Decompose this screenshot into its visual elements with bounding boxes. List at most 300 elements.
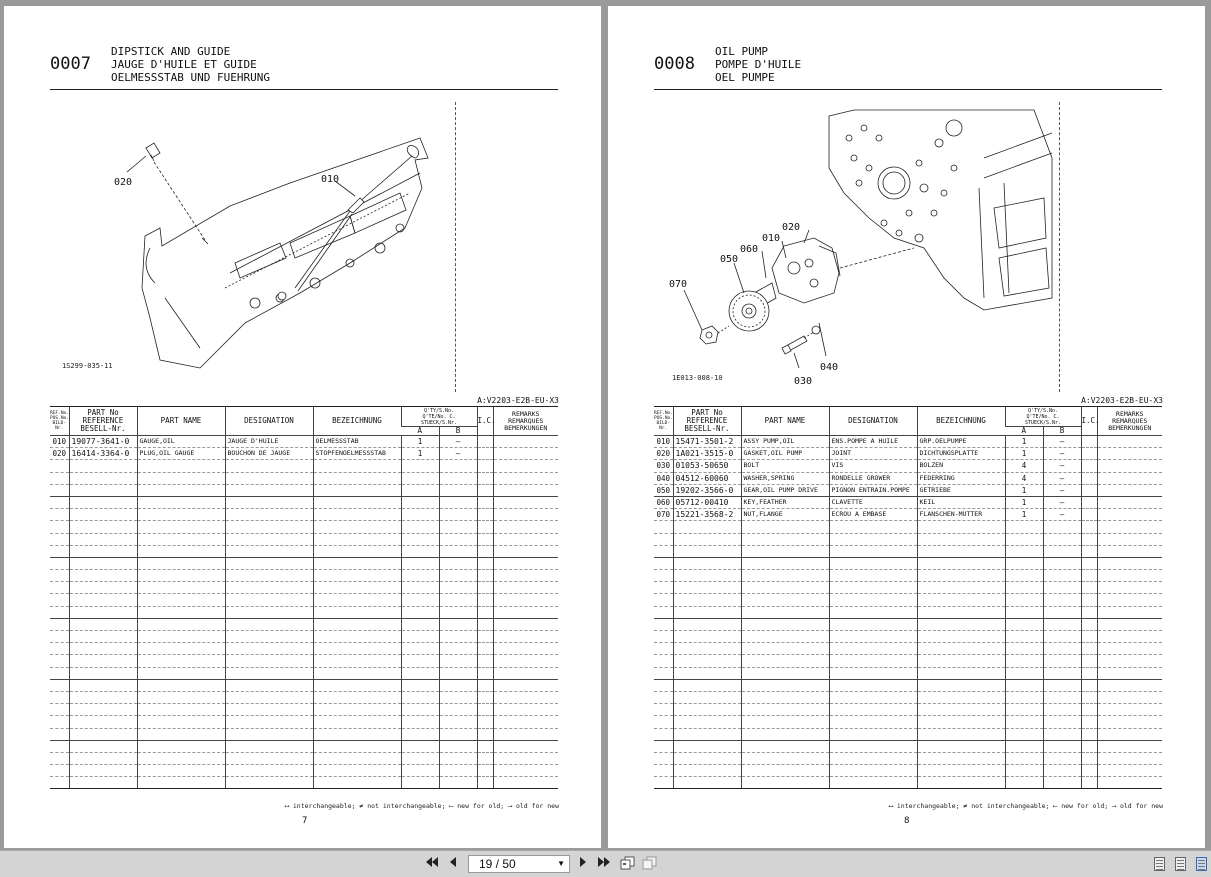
cell-name [741,765,829,777]
cell-qa [401,777,439,789]
cell-rem [493,545,558,557]
cell-ref [50,704,69,716]
cell-name [137,472,225,484]
cell-ic [477,618,493,630]
cell-ic [477,533,493,545]
cell-part [69,667,137,679]
first-page-icon[interactable] [424,856,440,872]
cell-bez [917,594,1005,606]
cell-part [69,594,137,606]
cell-name [741,740,829,752]
cell-desig [225,740,313,752]
cell-rem [1097,606,1162,618]
cell-rem [493,557,558,569]
col-qty-header [401,407,477,427]
cell-part [673,765,741,777]
cell-name: PLUG,OIL GAUGE [137,448,225,460]
cell-ic [477,728,493,740]
part-hdr-2: REFERENCE [686,416,728,425]
part-hdr-3: BESELL-Nr. [684,424,730,433]
cell-rem [493,472,558,484]
model-code: A:V2203-E2B-EU-X3 [477,396,559,405]
cell-qa: 1 [401,436,439,448]
cell-qb [1043,691,1081,703]
cell-ref [654,765,673,777]
cell-ref [50,570,69,582]
facing-page-icon[interactable] [1175,857,1186,871]
chevron-down-icon[interactable]: ▼ [557,859,565,868]
cell-desig: BOUCHON DE JAUGE [225,448,313,460]
cell-qa [1005,655,1043,667]
qty-hdr-2: Q'TE/No. C. [1026,413,1060,420]
cell-ref [50,594,69,606]
cell-ic [477,643,493,655]
cell-desig [225,618,313,630]
cell-rem [493,521,558,533]
cell-ic [1081,740,1097,752]
table-row [50,679,558,691]
table-row [654,777,1162,789]
cell-ref [50,765,69,777]
table-row [654,655,1162,667]
table-row [50,521,558,533]
col-desig-header: DESIGNATION [829,407,917,436]
cell-part [69,557,137,569]
callout-010: 010 [321,174,340,185]
cell-part [69,679,137,691]
cell-ic [477,582,493,594]
cell-qb [1043,570,1081,582]
cell-bez: OELMESSSTAB [313,436,401,448]
callout-070: 070 [669,279,688,290]
cell-qa [1005,740,1043,752]
cell-qa [401,460,439,472]
cell-qa [1005,521,1043,533]
cell-name [137,606,225,618]
cell-bez [313,582,401,594]
table-row [654,643,1162,655]
cell-bez [917,643,1005,655]
cell-ic [477,472,493,484]
cell-bez [313,740,401,752]
qty-hdr-3: STUECK/S.Nr. [420,419,458,426]
cell-rem [493,704,558,716]
cell-name [137,521,225,533]
cell-qb [1043,582,1081,594]
cell-bez: DICHTUNGSPLATTE [917,448,1005,460]
cell-bez [313,533,401,545]
cell-ref [654,728,673,740]
table-row [50,448,558,460]
table-row [654,740,1162,752]
cell-desig [829,545,917,557]
cell-qa: 1 [1005,436,1043,448]
cell-bez [917,728,1005,740]
cell-bez [313,777,401,789]
cell-rem [1097,643,1162,655]
cell-desig [225,472,313,484]
title-de: OELMESSSTAB UND FUEHRUNG [111,71,270,84]
cell-part: 19077-3641-0 [69,436,137,448]
cell-desig [225,716,313,728]
cell-part [69,472,137,484]
cell-qb [1043,631,1081,643]
table-row [50,472,558,484]
cell-qb [439,679,477,691]
table-row [50,496,558,508]
cell-qb [1043,716,1081,728]
cell-ic [1081,716,1097,728]
cell-qb [1043,728,1081,740]
table-row [654,679,1162,691]
table-row [50,509,558,521]
cell-ic [1081,643,1097,655]
cell-ref [654,582,673,594]
cell-qb [439,740,477,752]
cell-part [69,618,137,630]
cell-part [69,509,137,521]
cell-rem [493,716,558,728]
cell-part [69,545,137,557]
cell-bez [917,582,1005,594]
cell-qb: – [1043,436,1081,448]
cell-part [69,740,137,752]
cell-name: BOLT [741,460,829,472]
cell-name: ASSY PUMP,OIL [741,436,829,448]
cell-rem [493,752,558,764]
cell-qa [1005,643,1043,655]
cell-ic [477,704,493,716]
table-row [654,521,1162,533]
cell-ic [1081,557,1097,569]
divider [455,102,456,392]
cell-qa [401,570,439,582]
cell-qb [439,594,477,606]
cell-qa [1005,606,1043,618]
cell-desig [829,728,917,740]
cell-bez: FLANSCHEN-MUTTER [917,509,1005,521]
cell-bez [313,545,401,557]
cell-name: NUT,FLANGE [741,509,829,521]
cell-qb [1043,545,1081,557]
cell-qa [401,691,439,703]
page-indicator: 19 / 50 [479,857,516,871]
cell-rem [493,448,558,460]
cell-ic [477,679,493,691]
cell-desig [225,667,313,679]
cell-name: WASHER,SPRING [741,472,829,484]
cell-name [137,643,225,655]
cell-part: 05712-00410 [673,496,741,508]
cell-qb [439,570,477,582]
cell-part: 16414-3364-0 [69,448,137,460]
col-remarks-header [493,407,558,436]
cell-qa: 1 [401,448,439,460]
cell-desig [225,704,313,716]
cell-ref [50,655,69,667]
col-bez-header: BEZEICHNUNG [917,407,1005,436]
cell-part [69,521,137,533]
cell-name [741,704,829,716]
cell-part [673,631,741,643]
cell-ic [1081,472,1097,484]
section-titles [111,45,270,84]
part-hdr-2: REFERENCE [82,416,124,425]
cell-qb: – [439,436,477,448]
cell-desig [225,606,313,618]
cell-desig [225,509,313,521]
table-row [654,570,1162,582]
cell-part [69,655,137,667]
table-row [50,436,558,448]
cell-ic [1081,777,1097,789]
cell-rem [493,679,558,691]
cell-rem [493,594,558,606]
cell-ref [654,570,673,582]
cell-rem [1097,484,1162,496]
cell-qb [439,618,477,630]
book-view-icon[interactable] [1196,857,1207,871]
two-page-view-icon[interactable] [642,856,658,872]
cell-desig: RONDELLE GROWER [829,472,917,484]
cell-desig [829,667,917,679]
cell-ref [50,484,69,496]
cell-rem [493,570,558,582]
cell-ic [477,667,493,679]
remarks-hdr-3: BEMERKUNGEN [504,423,548,432]
cell-desig [225,521,313,533]
table-row [50,557,558,569]
cell-qb [439,704,477,716]
cell-rem [1097,570,1162,582]
cell-rem [1097,582,1162,594]
cell-ref [50,606,69,618]
cell-qb: – [1043,496,1081,508]
cell-ic [1081,484,1097,496]
dipstick-diagram [50,98,454,394]
cell-desig: CLAVETTE [829,496,917,508]
cell-ic [477,594,493,606]
cell-bez [917,533,1005,545]
cell-name: GAUGE,OIL [137,436,225,448]
cell-qa: 4 [1005,472,1043,484]
section-header [50,44,558,90]
cell-desig [829,679,917,691]
cell-name [137,679,225,691]
viewer-toolbar [0,850,1211,877]
cell-rem [493,484,558,496]
cell-part: 15221-3568-2 [673,509,741,521]
cell-part [673,704,741,716]
cell-qa [1005,667,1043,679]
cell-desig [829,521,917,533]
cell-bez: BOLZEN [917,460,1005,472]
cell-bez [313,765,401,777]
cell-bez [917,545,1005,557]
cell-part [673,740,741,752]
cell-bez [313,691,401,703]
cell-desig [829,740,917,752]
cell-name [137,752,225,764]
callout-060: 060 [740,244,759,255]
cell-qa [1005,716,1043,728]
table-row [654,618,1162,630]
last-page-icon[interactable] [596,856,612,872]
cell-qa [401,484,439,496]
cell-qb: – [1043,460,1081,472]
cell-part: 19202-3566-0 [673,484,741,496]
cell-qb [1043,765,1081,777]
cell-name [137,509,225,521]
cell-rem [1097,740,1162,752]
cell-ref [50,643,69,655]
cell-rem [493,631,558,643]
cell-ic [1081,545,1097,557]
cell-name [137,618,225,630]
cell-rem [1097,716,1162,728]
col-qty-header [1005,407,1081,427]
cell-ref [50,545,69,557]
cell-rem [1097,728,1162,740]
cell-qa: 1 [1005,448,1043,460]
cell-qa [401,765,439,777]
cell-qb [439,533,477,545]
cell-part [673,643,741,655]
cell-desig [829,631,917,643]
table-row [50,533,558,545]
cell-rem [1097,509,1162,521]
cell-name [741,728,829,740]
cell-part [69,484,137,496]
cell-ref [654,618,673,630]
cell-rem [1097,679,1162,691]
cell-qb [439,521,477,533]
cell-qa [401,728,439,740]
cell-desig [829,557,917,569]
cell-qa [1005,765,1043,777]
cell-qa [401,606,439,618]
cell-bez [917,691,1005,703]
cell-qb [439,643,477,655]
table-row [654,728,1162,740]
table-row [50,594,558,606]
cell-part [673,716,741,728]
table-row [654,484,1162,496]
cell-qb [439,752,477,764]
cell-qa [1005,582,1043,594]
cell-ref [50,533,69,545]
cell-ic [1081,570,1097,582]
cell-bez [313,752,401,764]
cell-name [137,570,225,582]
cell-qa [1005,704,1043,716]
cell-part [673,777,741,789]
cell-qa [401,496,439,508]
col-remarks-header [1097,407,1162,436]
qty-hdr-2: Q'TE/No. C. [422,413,456,420]
cell-desig [225,582,313,594]
cell-desig [829,594,917,606]
continuous-view-icon[interactable] [620,856,636,872]
cell-ref: 070 [654,509,673,521]
cell-part [69,643,137,655]
cell-ref [50,618,69,630]
cell-desig [829,570,917,582]
callout-030: 030 [794,376,813,387]
cell-name [741,582,829,594]
cell-ref [654,545,673,557]
cell-part: 04512-60060 [673,472,741,484]
cell-rem [1097,777,1162,789]
page-number: 7 [302,816,308,826]
cell-name [741,777,829,789]
cell-name [137,545,225,557]
cell-ref [50,472,69,484]
cell-desig [829,655,917,667]
cell-qb [1043,557,1081,569]
prev-page-icon[interactable] [446,856,460,872]
cell-ref [654,655,673,667]
cell-qa [401,679,439,691]
cell-ic [1081,655,1097,667]
cell-rem [493,643,558,655]
cell-name [741,679,829,691]
cell-name [137,460,225,472]
cell-ic [1081,436,1097,448]
cell-name [741,570,829,582]
cell-bez [313,496,401,508]
cell-qb [439,582,477,594]
catalog-page-left [4,6,601,848]
col-ic-header: I.C. [477,407,493,436]
cell-desig [225,545,313,557]
cell-rem [1097,472,1162,484]
cell-bez [313,521,401,533]
cell-desig [225,557,313,569]
cell-qa [401,655,439,667]
cell-ref [654,521,673,533]
cell-ref [50,460,69,472]
cell-desig [225,752,313,764]
cell-qb [439,765,477,777]
page-number-input[interactable] [468,855,570,873]
cell-desig: ECROU A EMBASE [829,509,917,521]
cell-bez [917,704,1005,716]
cell-bez [917,655,1005,667]
cell-ic [477,606,493,618]
cell-ic [477,765,493,777]
cell-desig [829,777,917,789]
cell-qa: 4 [1005,460,1043,472]
cell-ref [50,582,69,594]
cell-part [673,594,741,606]
cell-desig [225,643,313,655]
cell-qb: – [1043,509,1081,521]
col-bez-header: BEZEICHNUNG [313,407,401,436]
cell-part [673,570,741,582]
table-row [654,436,1162,448]
table-row [50,545,558,557]
cell-desig [225,484,313,496]
qty-hdr-1: Q'TY/S.No. [1027,407,1059,414]
cell-qb [439,655,477,667]
table-row [654,545,1162,557]
next-page-icon[interactable] [576,856,590,872]
cell-desig [829,716,917,728]
single-page-icon[interactable] [1154,857,1165,871]
remarks-hdr-2: REMARQUES [1112,416,1148,425]
cell-part: 1A021-3515-0 [673,448,741,460]
